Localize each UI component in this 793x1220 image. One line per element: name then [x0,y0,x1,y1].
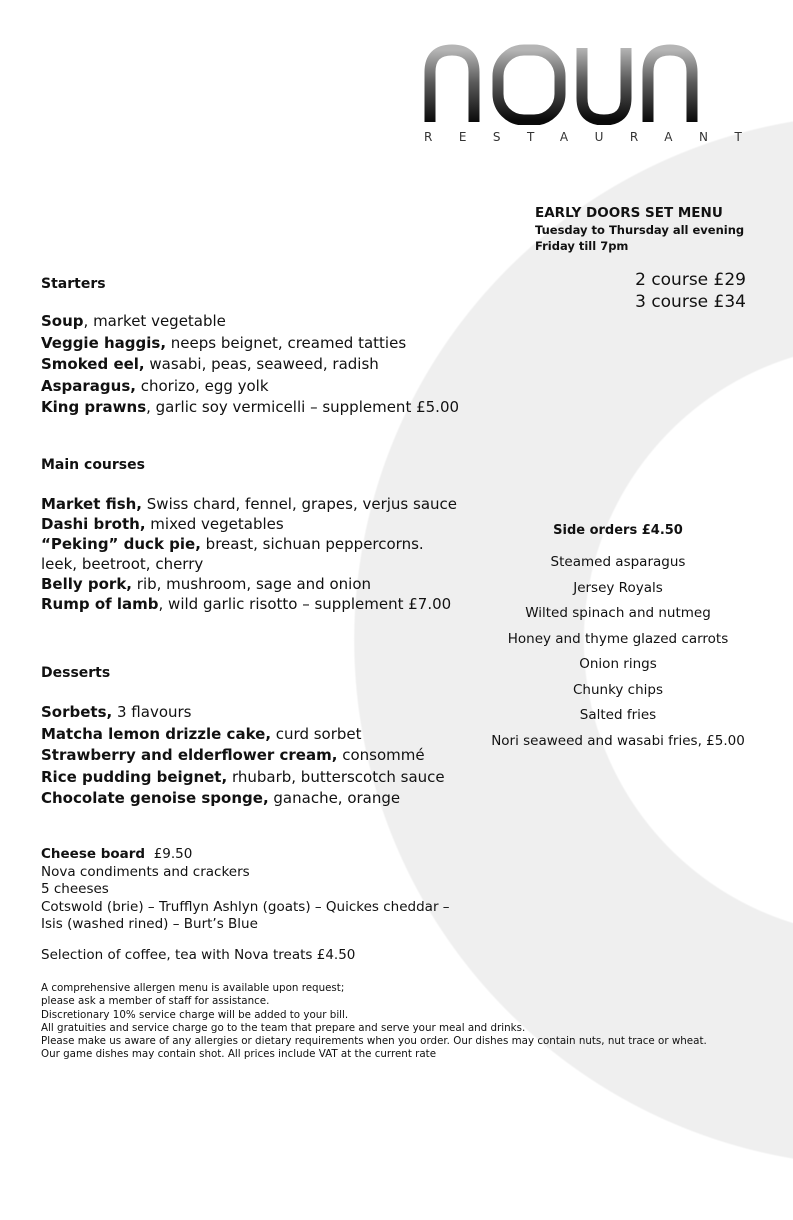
side-item: Wilted spinach and nutmeg [525,605,711,621]
menu-item: Rump of lamb, wild garlic risotto – supplement £7.00 [41,595,452,613]
set-menu-friday: Friday till 7pm [535,239,629,253]
footer-notes [41,982,707,1062]
menu-item: “Peking” duck pie, breast, sichuan peppercorns. leek, beetroot, cherry [41,535,424,573]
mains-heading: Main courses [41,457,145,473]
note-line: A comprehensive allergen menu is available upon request; [41,982,345,994]
menu-item: King prawns, garlic soy vermicelli – supplement £5.00 [41,398,460,416]
two-course-price: 2 course £29 [635,270,746,290]
side-item: Nori seaweed and wasabi fries, £5.00 [491,732,745,749]
desserts-list [41,702,461,810]
menu-item: Dashi broth, mixed vegetables [41,515,284,533]
starters-list [41,311,461,419]
set-menu-title: EARLY DOORS SET MENU [535,205,723,221]
cheese-line: 5 cheeses [41,881,109,897]
menu-item: Smoked eel, wasabi, peas, seaweed, radish [41,355,379,373]
side-item: Chunky chips [572,681,664,698]
desserts-heading: Desserts [41,665,111,681]
note-line: please ask a member of staff for assistance. [41,995,270,1008]
side-orders-heading: Side orders £4.50 [553,523,683,538]
side-item: Onion rings [579,656,657,672]
cheese-line: Nova condiments and crackers [41,863,250,880]
menu-item: Asparagus, chorizo, egg yolk [41,376,269,395]
menu-item: Veggie haggis, neeps beignet, creamed tatties [41,333,407,352]
side-orders [470,523,766,758]
cheese-board-price: £9.50 [153,846,193,862]
side-item: Steamed asparagus [550,554,686,570]
menu-item: Sorbets, 3 flavours [41,703,192,721]
note-line: Our game dishes may contain shot. All prices include VAT at the current rate [41,1048,437,1061]
cheese-line: Cotswold (brie) – Trufflyn Ashlyn (goats) – Quickes cheddar – [41,898,450,915]
side-item: Jersey Royals [573,579,663,596]
note-line: All gratuities and service charge go to the team that prepare and serve your meal and drinks. [41,1021,526,1034]
menu-item: Strawberry and elderflower cream, consommé [41,746,425,764]
menu-item: Matcha lemon drizzle cake, curd sorbet [41,724,362,743]
set-menu-info [535,204,744,254]
menu-item: Chocolate genoise sponge, ganache, orange [41,789,401,807]
menu-item: Soup, market vegetable [41,312,226,330]
cheese-line: Isis (washed rined) – Burt’s Blue [41,916,258,932]
menu-item: Belly pork, rib, mushroom, sage and onion [41,575,372,593]
coffee-line: Selection of coffee, tea with Nova treats £4.50 [41,947,356,963]
set-menu-days: Tuesday to Thursday all evening [535,223,745,237]
mains-list [41,494,461,614]
side-item: Salted fries [579,707,657,723]
set-menu-prices [635,269,746,313]
note-line: Please make us aware of any allergies or dietary requirements when you order. Our dishes may contain nuts, nut trace or wheat. [41,1035,707,1048]
starters-heading: Starters [41,276,106,292]
side-item: Honey and thyme glazed carrots [507,630,729,647]
menu-item: Market fish, Swiss chard, fennel, grapes, verjus sauce [41,495,458,513]
cheese-board-title-line [41,846,450,864]
cheese-board-title: Cheese board [41,846,146,862]
cheese-board [41,846,450,934]
note-line: Discretionary 10% service charge will be added to your bill. [41,1008,349,1021]
restaurant-wordmark: RESTAURANT [424,130,769,144]
three-course-price: 3 course £34 [635,292,746,312]
menu-item: Rice pudding beignet, rhubarb, butterscotch sauce [41,767,445,786]
